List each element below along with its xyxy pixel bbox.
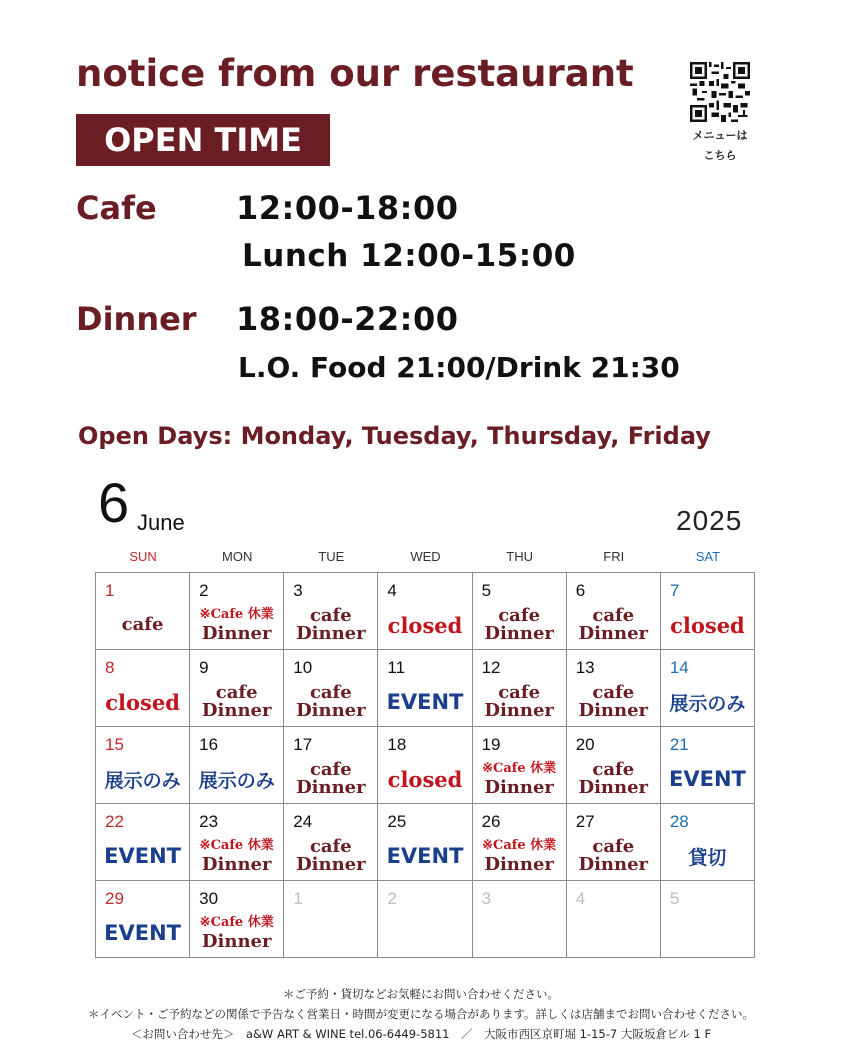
day-number: 15 [105,735,124,754]
calendar-day-cell [96,881,190,958]
calendar-day-cell [566,727,660,804]
calendar-day-cell [378,727,472,804]
calendar-day-cell [378,573,472,650]
status-label: 展示のみ [104,769,181,792]
day-number: 19 [481,735,501,754]
footer-line-2: ＊イベント・ご予約などの関係で予告なく営業日・時間が変更になる場合があります。詳しくは店舗までお問い合わせください。 [87,1007,755,1021]
day-number: 11 [387,658,406,677]
closed-label: closed [105,689,180,715]
dinner-label: Dinner [296,623,366,644]
last-order: L.O. Food 21:00/Drink 21:30 [238,351,680,384]
weekday-mon: MON [222,549,253,564]
day-number: 21 [669,735,689,754]
calendar-day-cell [284,573,378,650]
cafe-label: cafe [309,605,352,626]
cafe-label: cafe [309,759,352,780]
day-number: 2 [199,581,209,600]
calendar-day-cell [284,881,378,958]
calendar-day-cell [566,881,660,958]
day-number: 25 [387,812,407,831]
calendar-day-cell [378,650,472,727]
calendar-day-cell [96,573,190,650]
day-number: 29 [105,889,124,908]
weekday-wed: WED [410,549,441,564]
page-title: notice from our restaurant [76,52,634,95]
day-number: 4 [387,581,397,600]
dinner-label: Dinner [201,623,272,644]
event-label: EVENT [669,767,746,791]
day-number: 24 [293,812,313,831]
calendar-week [96,727,755,804]
dinner-label: Dinner [578,700,649,721]
calendar-day-cell [472,650,566,727]
weekday-header [96,549,755,564]
dinner-label: Dinner [578,623,649,644]
calendar-day-cell [96,804,190,881]
dinner-hours: 18:00-22:00 [236,300,459,338]
dinner-label: Dinner [201,854,272,875]
day-number: 22 [105,812,124,831]
day-number: 27 [575,812,595,831]
lunch-hours: Lunch 12:00-15:00 [242,238,576,274]
weekday-thu: THU [506,549,533,564]
calendar-day-cell [472,573,566,650]
open-days: Open Days: Monday, Tuesday, Thursday, Friday [78,422,711,450]
day-number: 16 [199,735,219,754]
dinner-label: Dinner [296,700,366,721]
dinner-label: Dinner [201,700,272,721]
weekday-sat: SAT [695,549,721,564]
dinner-label: Dinner [201,931,272,952]
day-number: 14 [669,658,689,677]
cafe-closed-note: ※Cafe 休業 [199,607,274,622]
day-number: 12 [481,658,501,677]
calendar-day-cell [190,573,284,650]
cafe-label: cafe [309,682,352,703]
day-number: 1 [105,581,115,600]
cafe-closed-note: ※Cafe 休業 [199,915,274,930]
calendar-week [96,650,755,727]
cafe-hours: 12:00-18:00 [236,189,459,227]
weekday-fri: FRI [603,549,625,564]
calendar-day-cell [472,727,566,804]
calendar-day-cell [190,727,284,804]
event-label: EVENT [104,844,181,868]
dinner-label: Dinner [484,700,554,721]
cafe-label: cafe [592,759,635,780]
day-number: 26 [481,812,501,831]
calendar-day-cell [284,804,378,881]
day-number: 4 [575,889,586,908]
footer-line-3: ＜お問い合わせ先＞ a&W ART & WINE tel.06-6449-5811 ／ 大阪市西区京町堀 1-15-7 大阪坂倉ビル 1 F [130,1027,712,1041]
footer-line-1: ＊ご予約・貸切などお気軽にお問い合わせください。 [283,987,559,1001]
event-label: EVENT [104,921,181,945]
calendar-day-cell [660,573,754,650]
calendar-day-cell [660,650,754,727]
cafe-label: cafe [215,682,258,703]
dinner-label: Dinner [578,777,649,798]
day-number: 30 [199,889,219,908]
qr-caption-line1: メニューは [692,129,748,142]
weekday-sun: SUN [129,549,157,564]
day-number: 9 [199,658,209,677]
status-label: 貸切 [688,846,727,869]
day-number: 5 [481,581,492,600]
weekday-tue: TUE [318,549,345,564]
calendar-week [96,573,755,650]
day-number: 18 [387,735,407,754]
calendar-day-cell [190,650,284,727]
status-label: 展示のみ [669,692,746,715]
cafe-label: cafe [309,836,352,857]
day-number: 10 [293,658,313,677]
cafe-label: cafe [592,605,635,626]
day-number: 23 [199,812,219,831]
calendar-day-cell [660,881,754,958]
cafe-label: cafe [498,682,541,703]
event-label: EVENT [386,844,464,868]
dinner-label: Dinner [484,777,554,798]
cafe-closed-note: ※Cafe 休業 [482,838,557,853]
closed-label: closed [387,766,463,792]
day-number: 6 [575,581,586,600]
calendar-day-cell [566,573,660,650]
day-number: 3 [481,889,492,908]
day-number: 1 [293,889,303,908]
cafe-closed-note: ※Cafe 休業 [199,838,274,853]
open-time-badge: OPEN TIME [76,114,330,166]
qr-code-icon[interactable] [690,62,750,122]
calendar-day-cell [566,650,660,727]
cafe-label: cafe [121,614,164,635]
cafe-label: cafe [498,605,541,626]
day-number: 8 [105,658,115,677]
day-number: 2 [387,889,397,908]
calendar-day-cell [190,804,284,881]
day-number: 20 [575,735,595,754]
calendar-day-cell [472,881,566,958]
closed-label: closed [670,612,745,638]
dinner-label: Dinner [484,623,554,644]
year: 2025 [676,505,743,536]
footer [0,984,842,1044]
calendar-day-cell [660,727,754,804]
cafe-label: Cafe [76,189,157,227]
calendar-day-cell [284,727,378,804]
month-number: 6 [98,471,130,534]
month-name: June [137,510,185,535]
calendar-day-cell [378,881,472,958]
calendar-day-cell [190,881,284,958]
cafe-label: cafe [592,682,635,703]
day-number: 28 [669,812,689,831]
calendar-day-cell [284,650,378,727]
calendar-week [96,804,755,881]
calendar-day-cell [378,804,472,881]
day-number: 5 [669,889,680,908]
day-number: 3 [293,581,303,600]
dinner-label: Dinner [76,300,197,338]
event-label: EVENT [386,690,464,714]
cafe-closed-note: ※Cafe 休業 [482,761,557,776]
dinner-label: Dinner [296,854,366,875]
calendar-day-cell [472,804,566,881]
cafe-label: cafe [592,836,635,857]
dinner-label: Dinner [484,854,554,875]
calendar-day-cell [96,650,190,727]
closed-label: closed [387,612,463,638]
calendar-week [96,881,755,958]
calendar-day-cell [660,804,754,881]
calendar-day-cell [96,727,190,804]
day-number: 7 [669,581,680,600]
day-number: 17 [293,735,313,754]
qr-caption-line2: こちら [703,149,737,162]
dinner-label: Dinner [296,777,366,798]
calendar-grid [95,572,755,958]
dinner-label: Dinner [578,854,649,875]
day-number: 13 [575,658,595,677]
calendar-day-cell [566,804,660,881]
status-label: 展示のみ [198,769,275,792]
qr-caption [676,126,764,166]
